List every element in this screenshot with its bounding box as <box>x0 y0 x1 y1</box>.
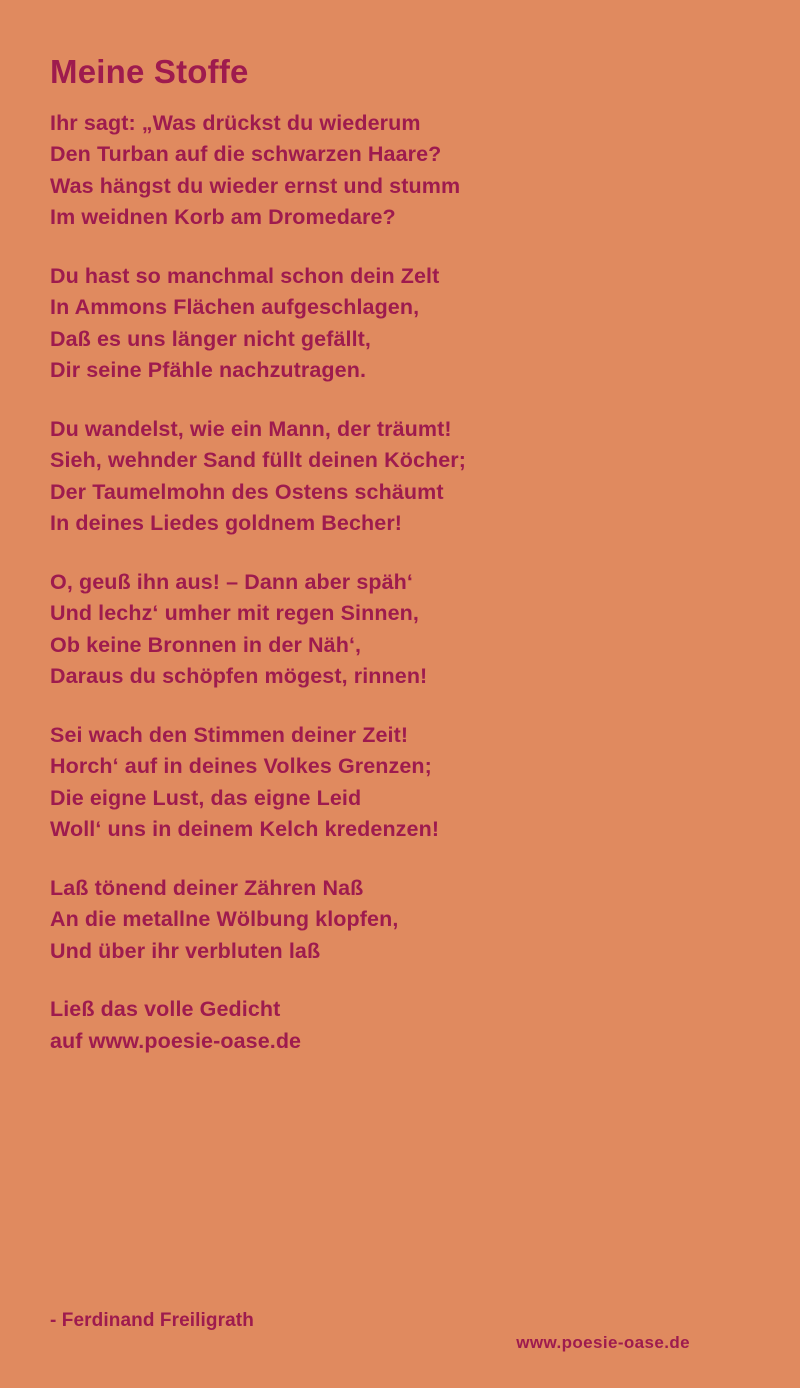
poem-line: Ihr sagt: „Was drückst du wiederum <box>50 110 421 135</box>
poem-author: - Ferdinand Freiligrath <box>50 1310 254 1331</box>
poem-stanza <box>50 414 750 540</box>
poem-line: Dir seine Pfähle nachzutragen. <box>50 358 367 383</box>
poem-stanza <box>50 567 750 693</box>
site-watermark: www.poesie-oase.de <box>516 1333 690 1352</box>
poem-line: In deines Liedes goldnem Becher! <box>50 511 403 536</box>
poem-line: Den Turban auf die schwarzen Haare? <box>50 142 442 167</box>
poem-line: O, geuß ihn aus! – Dann aber späh‘ <box>50 569 413 594</box>
poem-line: Die eigne Lust, das eigne Leid <box>50 785 362 810</box>
page-title: Meine Stoffe <box>50 53 249 90</box>
poem-line: Sieh, wehnder Sand füllt deinen Köcher; <box>50 448 467 473</box>
poem-line: Daß es uns länger nicht gefällt, <box>50 326 371 351</box>
poem-stanza <box>50 108 750 234</box>
poem-line: Und lechz‘ umher mit regen Sinnen, <box>50 601 419 626</box>
poem-line: Horch‘ auf in deines Volkes Grenzen; <box>50 754 432 779</box>
poem-teaser <box>50 994 750 1057</box>
poem-line: Woll‘ uns in deinem Kelch kredenzen! <box>50 817 440 842</box>
poem-line: Du hast so manchmal schon dein Zelt <box>50 263 440 288</box>
poem-line: An die metallne Wölbung klopfen, <box>50 907 399 932</box>
poem-stanza <box>50 720 750 846</box>
poem-line: Und über ihr verbluten laß <box>50 938 321 963</box>
poem-line: Ob keine Bronnen in der Näh‘, <box>50 632 362 657</box>
teaser-link-line[interactable]: auf www.poesie-oase.de <box>50 1028 302 1053</box>
poem-stanza <box>50 261 750 387</box>
poem-line: Was hängst du wieder ernst und stumm <box>50 173 461 198</box>
poem-line: Laß tönend deiner Zähren Naß <box>50 875 364 900</box>
poem-line: Sei wach den Stimmen deiner Zeit! <box>50 722 409 747</box>
poem-line: In Ammons Flächen aufgeschlagen, <box>50 295 420 320</box>
poem-line: Der Taumelmohn des Ostens schäumt <box>50 479 444 504</box>
poem-stanza <box>50 873 750 968</box>
poem-line: Im weidnen Korb am Dromedare? <box>50 205 396 230</box>
teaser-line: Ließ das volle Gedicht <box>50 997 281 1022</box>
poem-line: Daraus du schöpfen mögest, rinnen! <box>50 664 428 689</box>
poem-line: Du wandelst, wie ein Mann, der träumt! <box>50 416 452 441</box>
